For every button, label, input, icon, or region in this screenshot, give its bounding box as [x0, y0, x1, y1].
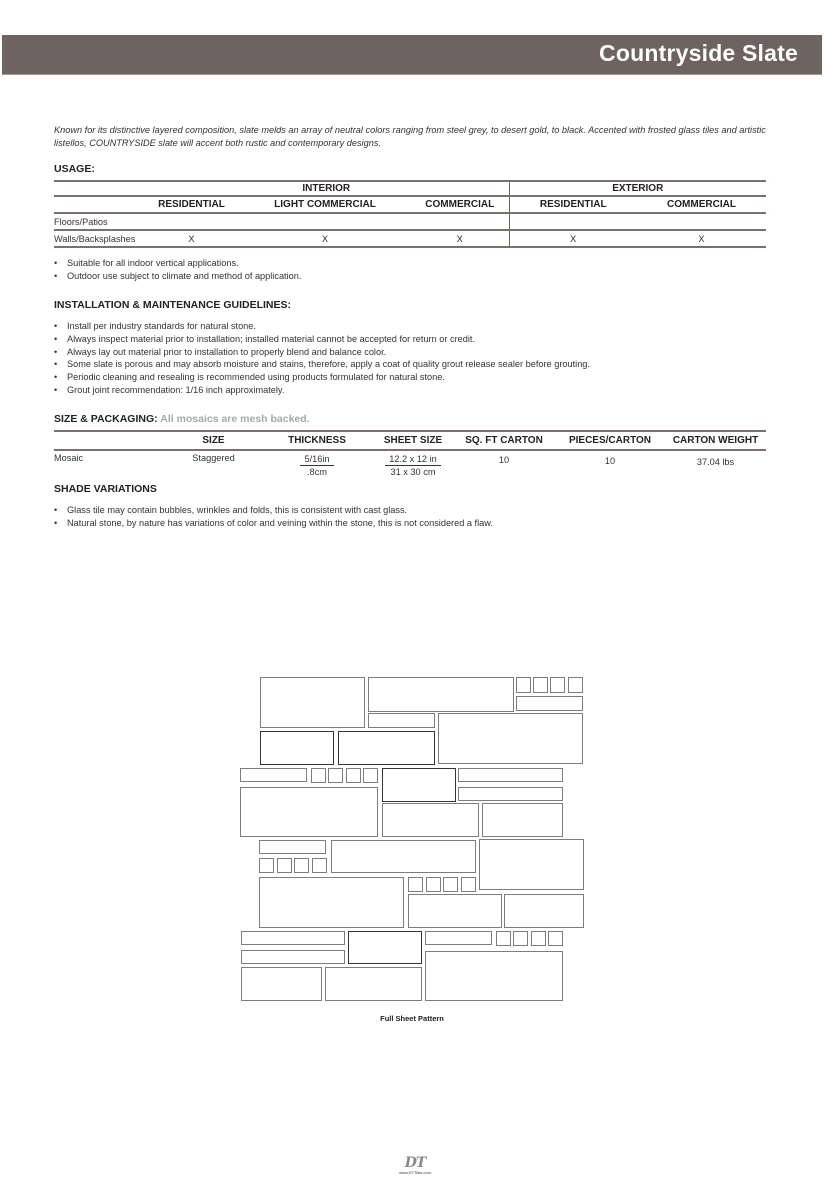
- tile: [479, 839, 584, 890]
- table-row: [54, 450, 766, 478]
- col-size: SIZE: [166, 431, 261, 450]
- tile: [328, 768, 343, 783]
- col-blank: [54, 431, 166, 450]
- tile: [533, 677, 548, 693]
- col-pieces-carton: PIECES/CARTON: [555, 431, 665, 450]
- tile: [513, 931, 528, 946]
- col-interior-light-commercial: LIGHT COMMERCIAL: [239, 196, 411, 213]
- page-title: Countryside Slate: [599, 40, 798, 66]
- sheet-in: 12.2 x 12 in: [385, 453, 441, 466]
- tile: [482, 803, 563, 837]
- group-exterior: EXTERIOR: [509, 181, 766, 196]
- installation-list: [54, 320, 590, 397]
- tile: [277, 858, 292, 873]
- logo-url: www.DTTiles.com: [399, 1170, 431, 1175]
- tile: [312, 858, 327, 873]
- shade-list: [54, 504, 493, 530]
- tile: [241, 967, 322, 1001]
- tile: [382, 803, 479, 837]
- tile: [458, 768, 563, 782]
- col-interior-commercial: COMMERCIAL: [411, 196, 509, 213]
- tile: [348, 931, 422, 964]
- col-exterior-residential: RESIDENTIAL: [509, 196, 637, 213]
- tile: [425, 931, 492, 945]
- tile: [368, 677, 514, 712]
- list-item: • Glass tile may contain bubbles, wrinkles and folds, this is consistent with cast glass.: [54, 504, 493, 517]
- cell: [637, 213, 766, 230]
- tile: [548, 931, 563, 946]
- packaging-heading: [54, 413, 310, 425]
- tile: [531, 931, 546, 946]
- pattern-caption: Full Sheet Pattern: [380, 1014, 444, 1023]
- tile: [408, 877, 423, 892]
- title-banner: [2, 35, 822, 75]
- tile: [458, 787, 563, 801]
- tile: [240, 787, 378, 837]
- col-interior-residential: RESIDENTIAL: [144, 196, 239, 213]
- packaging-table: [54, 430, 766, 478]
- cell-size: Staggered: [192, 453, 235, 463]
- thickness-cm: .8cm: [307, 467, 327, 477]
- logo-mark: DT: [404, 1155, 426, 1171]
- tile: [241, 950, 345, 964]
- tile: [426, 877, 441, 892]
- col-thickness: THICKNESS: [261, 431, 373, 450]
- tile: [311, 768, 326, 783]
- list-item: • Install per industry standards for natural stone.: [54, 320, 590, 333]
- tile: [496, 931, 511, 946]
- tile: [382, 768, 456, 802]
- list-item: • Some slate is porous and may absorb moisture and stains, therefore, apply a coat of quality grout release sealer before grouting.: [54, 358, 590, 371]
- product-description: Known for its distinctive layered composition, slate melds an array of neutral colors ranging from steel grey, to desert gold, to black. Accented with frosted glass tiles and artistic listellos, COUNTRYSIDE slate will accent both rustic and contemporary designs.: [54, 125, 766, 148]
- usage-heading: USAGE:: [54, 163, 95, 175]
- cell: X: [637, 230, 766, 247]
- cell-sqft-carton: 10: [498, 455, 510, 465]
- cell: [411, 213, 509, 230]
- shade-heading: SHADE VARIATIONS: [54, 483, 157, 495]
- tile: [259, 858, 274, 873]
- packaging-note: All mosaics are mesh backed.: [160, 413, 310, 425]
- cell-sheet-size: [373, 450, 453, 478]
- tile: [259, 840, 326, 854]
- thickness-in: 5/16in: [300, 453, 333, 466]
- tile: [259, 877, 404, 928]
- list-item: • Natural stone, by nature has variations of color and veining within the stone, this is not considered a flaw.: [54, 517, 493, 530]
- group-interior: INTERIOR: [144, 181, 509, 196]
- tile: [443, 877, 458, 892]
- tile: [504, 894, 584, 928]
- tile: [438, 713, 583, 764]
- row-label-floors: Floors/Patios: [54, 213, 144, 230]
- tile: [338, 731, 435, 765]
- tile: [241, 931, 345, 945]
- tile: [331, 840, 476, 873]
- tile: [363, 768, 378, 783]
- table-row: [54, 213, 766, 230]
- col-sqft-carton: SQ. FT CARTON: [453, 431, 555, 450]
- packaging-header-row: [54, 431, 766, 450]
- cell: X: [411, 230, 509, 247]
- usage-group-header-row: [54, 181, 766, 196]
- tile: [346, 768, 361, 783]
- tile: [568, 677, 583, 693]
- col-sheet-size: SHEET SIZE: [373, 431, 453, 450]
- tile: [461, 877, 476, 892]
- list-item: • Suitable for all indoor vertical applications.: [54, 257, 301, 270]
- col-exterior-commercial: COMMERCIAL: [637, 196, 766, 213]
- cell: X: [509, 230, 637, 247]
- packaging-title: SIZE & PACKAGING:: [54, 413, 158, 425]
- cell: [239, 213, 411, 230]
- tile: [325, 967, 422, 1001]
- installation-heading: INSTALLATION & MAINTENANCE GUIDELINES:: [54, 299, 292, 311]
- usage-column-header-row: [54, 196, 766, 213]
- table-row: [54, 230, 766, 247]
- cell: [509, 213, 637, 230]
- cell-pieces-carton: 10: [604, 456, 616, 466]
- list-item: • Outdoor use subject to climate and method of application.: [54, 270, 301, 283]
- list-item: • Always lay out material prior to installation to properly blend and balance color.: [54, 346, 590, 359]
- sheet-cm: 31 x 30 cm: [390, 467, 436, 477]
- cell: X: [239, 230, 411, 247]
- tile: [260, 677, 365, 728]
- cell: X: [144, 230, 239, 247]
- tile: [294, 858, 309, 873]
- tile: [516, 677, 531, 693]
- row-label-mosaic: Mosaic: [54, 453, 84, 463]
- tile: [550, 677, 565, 693]
- list-item: • Grout joint recommendation: 1/16 inch approximately.: [54, 384, 590, 397]
- tile: [368, 713, 435, 728]
- brand-logo: [390, 1156, 440, 1184]
- col-carton-weight: CARTON WEIGHT: [665, 431, 766, 450]
- usage-notes: [54, 257, 301, 283]
- list-item: • Periodic cleaning and resealing is recommended using products formulated for natural stone.: [54, 371, 590, 384]
- tile: [408, 894, 502, 928]
- tile: [260, 731, 334, 765]
- tile: [516, 696, 583, 711]
- cell: [144, 213, 239, 230]
- list-item: • Always inspect material prior to installation; installed material cannot be accepted for return or credit.: [54, 333, 590, 346]
- cell-carton-weight: 37.04 lbs: [696, 457, 735, 467]
- row-label-walls: Walls/Backsplashes: [54, 230, 144, 247]
- tile: [240, 768, 307, 782]
- cell-thickness: [261, 450, 373, 478]
- tile: [425, 951, 563, 1001]
- usage-table: [54, 180, 766, 248]
